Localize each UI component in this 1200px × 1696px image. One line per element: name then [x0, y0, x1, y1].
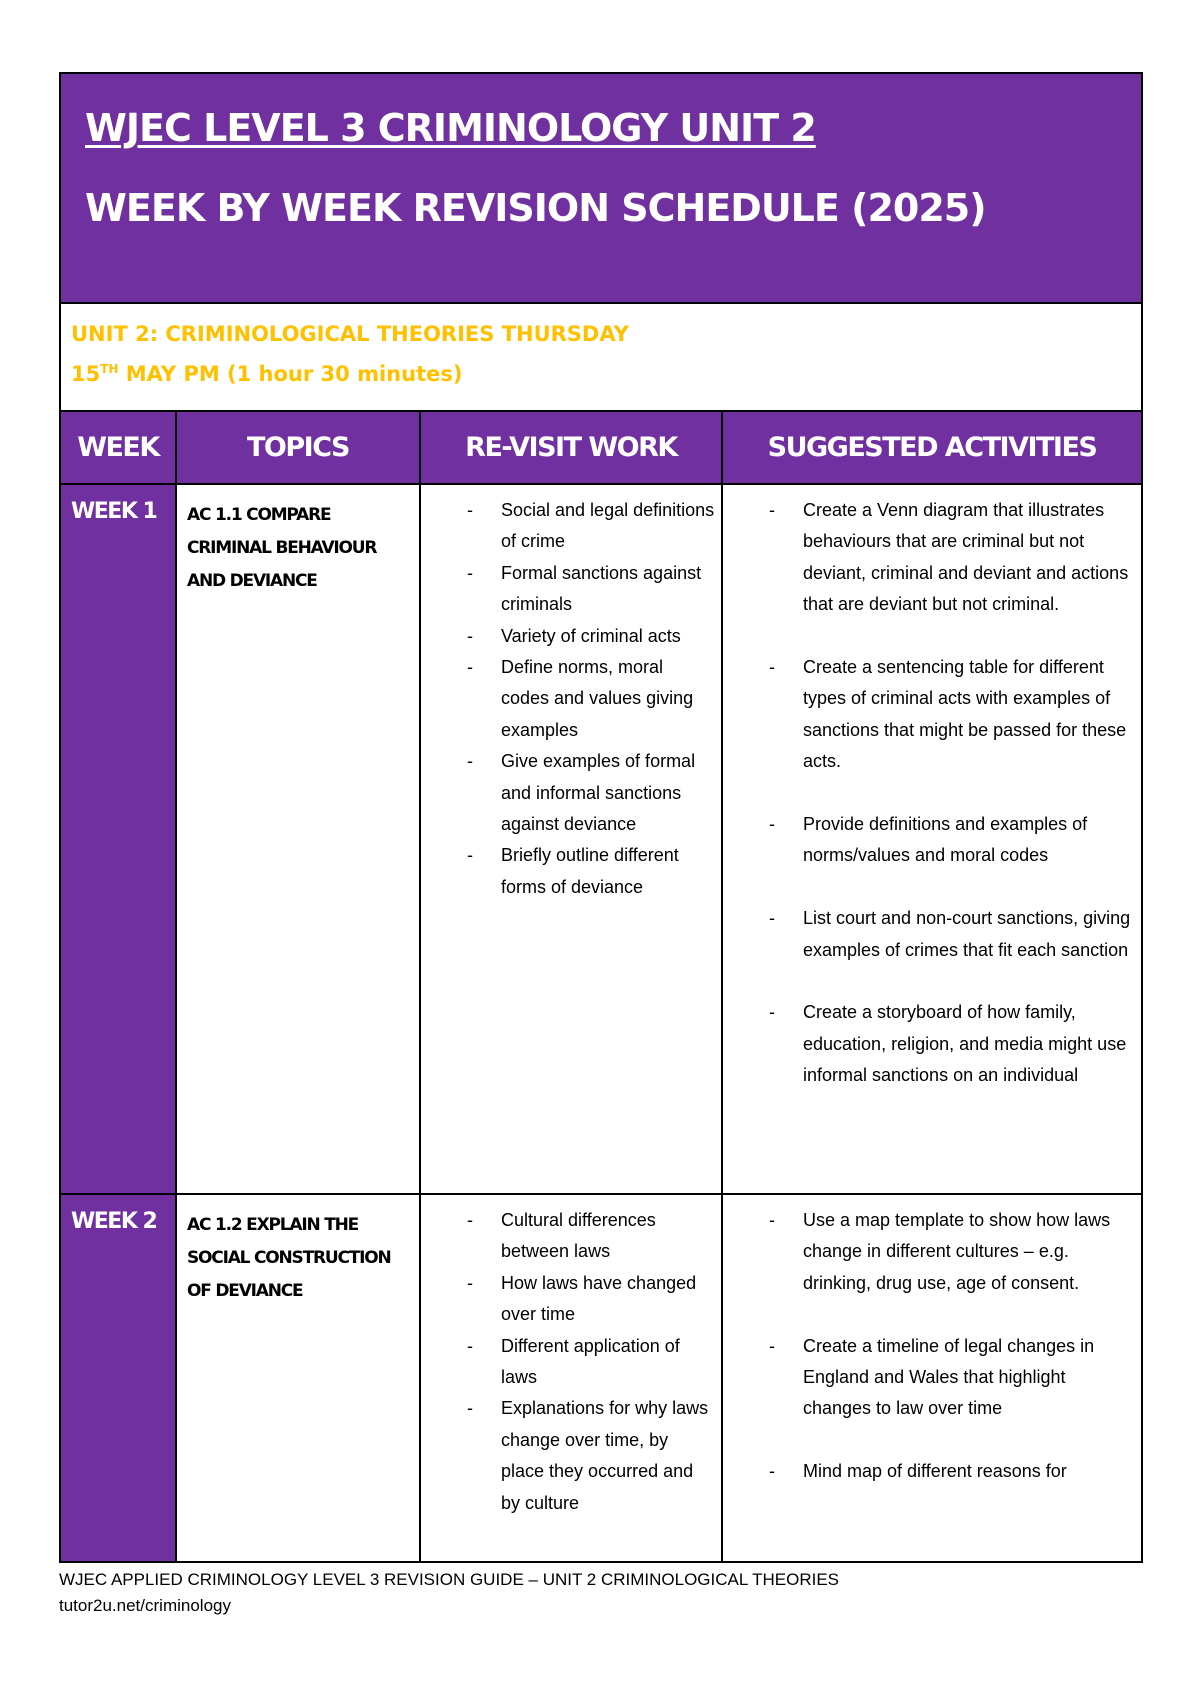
- exam-unit: UNIT 2: CRIMINOLOGICAL THEORIES THURSDAY: [71, 322, 629, 346]
- revisit-cell: [420, 1194, 722, 1562]
- header-revisit-label: RE-VISIT WORK: [465, 432, 677, 463]
- header-topics: [176, 411, 420, 484]
- exam-date-time: MAY PM (1 hour 30 minutes): [118, 362, 463, 386]
- exam-date: [71, 354, 1141, 394]
- list-item: - Different application of laws: [421, 1331, 715, 1394]
- list-item: - Briefly outline different forms of deviance: [421, 840, 715, 903]
- header-revisit: [420, 411, 722, 484]
- column-header-row: [60, 411, 1142, 484]
- exam-info: [60, 303, 1142, 411]
- week-label: WEEK 1: [71, 499, 157, 524]
- list-item: - Create a Venn diagram that illustrates behaviours that are criminal but not deviant, criminal and deviant and actions that are deviant but not criminal.: [723, 495, 1135, 621]
- list-item: - Explanations for why laws change over time, by place they occurred and by culture: [421, 1393, 715, 1519]
- list-item: - Define norms, moral codes and values giving examples: [421, 652, 715, 746]
- topic-label: AC 1.2 EXPLAIN THE SOCIAL CONSTRUCTION OF DEVIANCE: [187, 1215, 391, 1301]
- list-item: - Create a timeline of legal changes in England and Wales that highlight changes to law over time: [723, 1331, 1135, 1425]
- week-row: [60, 1194, 1142, 1562]
- list-item: - Mind map of different reasons for: [723, 1456, 1135, 1487]
- list-item: - Give examples of formal and informal sanctions against deviance: [421, 746, 715, 840]
- activities-list: [723, 495, 1135, 1092]
- header-activities: [722, 411, 1142, 484]
- page-footer: [59, 1567, 839, 1619]
- document-title: WJEC LEVEL 3 CRIMINOLOGY UNIT 2: [85, 106, 816, 150]
- list-item: - Variety of criminal acts: [421, 621, 715, 652]
- revision-schedule-table: [59, 72, 1143, 1563]
- topic-label: AC 1.1 COMPARE CRIMINAL BEHAVIOUR AND DEVIANCE: [187, 505, 377, 591]
- header-activities-label: SUGGESTED ACTIVITIES: [767, 432, 1097, 463]
- topic-cell: [176, 484, 420, 1194]
- title-row: [60, 73, 1142, 303]
- document-subtitle: WEEK BY WEEK REVISION SCHEDULE (2025): [85, 186, 986, 230]
- activities-cell: [722, 1194, 1142, 1562]
- title-banner: [60, 73, 1142, 303]
- list-item: - Formal sanctions against criminals: [421, 558, 715, 621]
- list-item: - Social and legal definitions of crime: [421, 495, 715, 558]
- list-item: - Use a map template to show how laws change in different cultures – e.g. drinking, drug use, age of consent.: [723, 1205, 1135, 1299]
- revisit-list: [421, 495, 715, 903]
- list-item: - Cultural differences between laws: [421, 1205, 715, 1268]
- week-label: WEEK 2: [71, 1209, 157, 1234]
- activities-list: [723, 1205, 1135, 1488]
- list-item: - Create a storyboard of how family, education, religion, and media might use informal sanctions on an individual: [723, 997, 1135, 1091]
- exam-date-ordinal: TH: [100, 362, 119, 376]
- week-cell: [60, 1194, 176, 1562]
- activities-cell: [722, 484, 1142, 1194]
- footer-guide-title: WJEC APPLIED CRIMINOLOGY LEVEL 3 REVISION GUIDE – UNIT 2 CRIMINOLOGICAL THEORIES: [59, 1570, 839, 1589]
- revisit-list: [421, 1205, 715, 1519]
- header-week: [60, 411, 176, 484]
- week-cell: [60, 484, 176, 1194]
- list-item: - Provide definitions and examples of norms/values and moral codes: [723, 809, 1135, 872]
- exam-date-day: 15: [71, 362, 101, 386]
- topic-cell: [176, 1194, 420, 1562]
- list-item: - List court and non-court sanctions, giving examples of crimes that fit each sanction: [723, 903, 1135, 966]
- list-item: - Create a sentencing table for different types of criminal acts with examples of sanctions that might be passed for these acts.: [723, 652, 1135, 778]
- footer-url: tutor2u.net/criminology: [59, 1596, 231, 1615]
- revisit-cell: [420, 484, 722, 1194]
- list-item: - How laws have changed over time: [421, 1268, 715, 1331]
- exam-row: [60, 303, 1142, 411]
- header-week-label: WEEK: [77, 432, 159, 463]
- header-topics-label: TOPICS: [247, 432, 349, 463]
- week-row: [60, 484, 1142, 1194]
